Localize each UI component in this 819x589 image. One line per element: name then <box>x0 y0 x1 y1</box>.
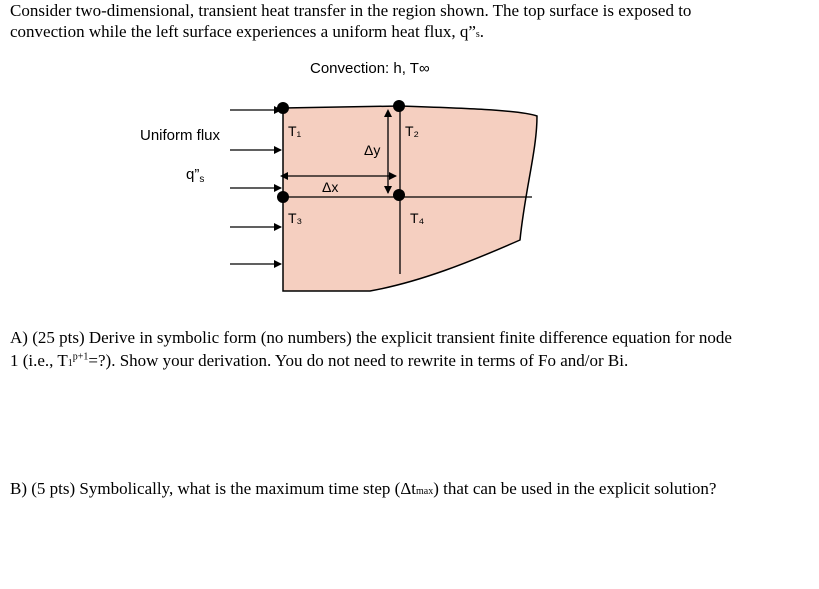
question-a-line-2 <box>10 349 732 372</box>
flux-symbol-q: q” <box>186 166 200 183</box>
question-a-line-1: A) (25 pts) Derive in symbolic form (no numbers) the explicit transient finite difference equation for node <box>10 328 732 347</box>
node-label-t1: T₁ <box>288 123 302 139</box>
node-label-t3: T₃ <box>288 210 303 226</box>
question-b <box>10 477 716 500</box>
question-a-time-superscript: p+1 <box>72 351 89 363</box>
question-a-line-2-pre: 1 (i.e., T <box>10 351 68 370</box>
question-b-post: ) that can be used in the explicit solution? <box>433 479 717 498</box>
node-2 <box>393 100 405 112</box>
node-label-t2: T₂ <box>405 123 419 139</box>
convection-label: Convection: h, T∞ <box>310 60 430 77</box>
intro-line-2-end: . <box>479 22 485 41</box>
question-a <box>10 326 732 372</box>
node-1 <box>277 102 289 114</box>
question-b-max-subscript: max <box>415 486 434 497</box>
dx-label: Δx <box>322 179 339 195</box>
flux-symbol <box>186 166 204 185</box>
intro-line-2-text: convection while the left surface experiences a uniform heat flux, q” <box>10 22 476 41</box>
node-label-t4: T₄ <box>410 210 425 226</box>
question-a-line-2-post: =?). Show your derivation. You do not need to rewrite in terms of Fo and/or Bi. <box>88 351 629 370</box>
intro-flux-subscript: s <box>475 29 480 40</box>
uniform-flux-label: Uniform flux <box>140 127 221 144</box>
flux-symbol-subscript: s <box>199 174 205 185</box>
intro-line-1: Consider two-dimensional, transient heat transfer in the region shown. The top surface is exposed to <box>10 1 692 20</box>
dy-label: Δy <box>364 142 381 158</box>
node-3 <box>277 191 289 203</box>
question-a-node-subscript: 1 <box>67 358 73 369</box>
node-4 <box>393 189 405 201</box>
question-b-pre: B) (5 pts) Symbolically, what is the maximum time step (Δt <box>10 479 416 498</box>
